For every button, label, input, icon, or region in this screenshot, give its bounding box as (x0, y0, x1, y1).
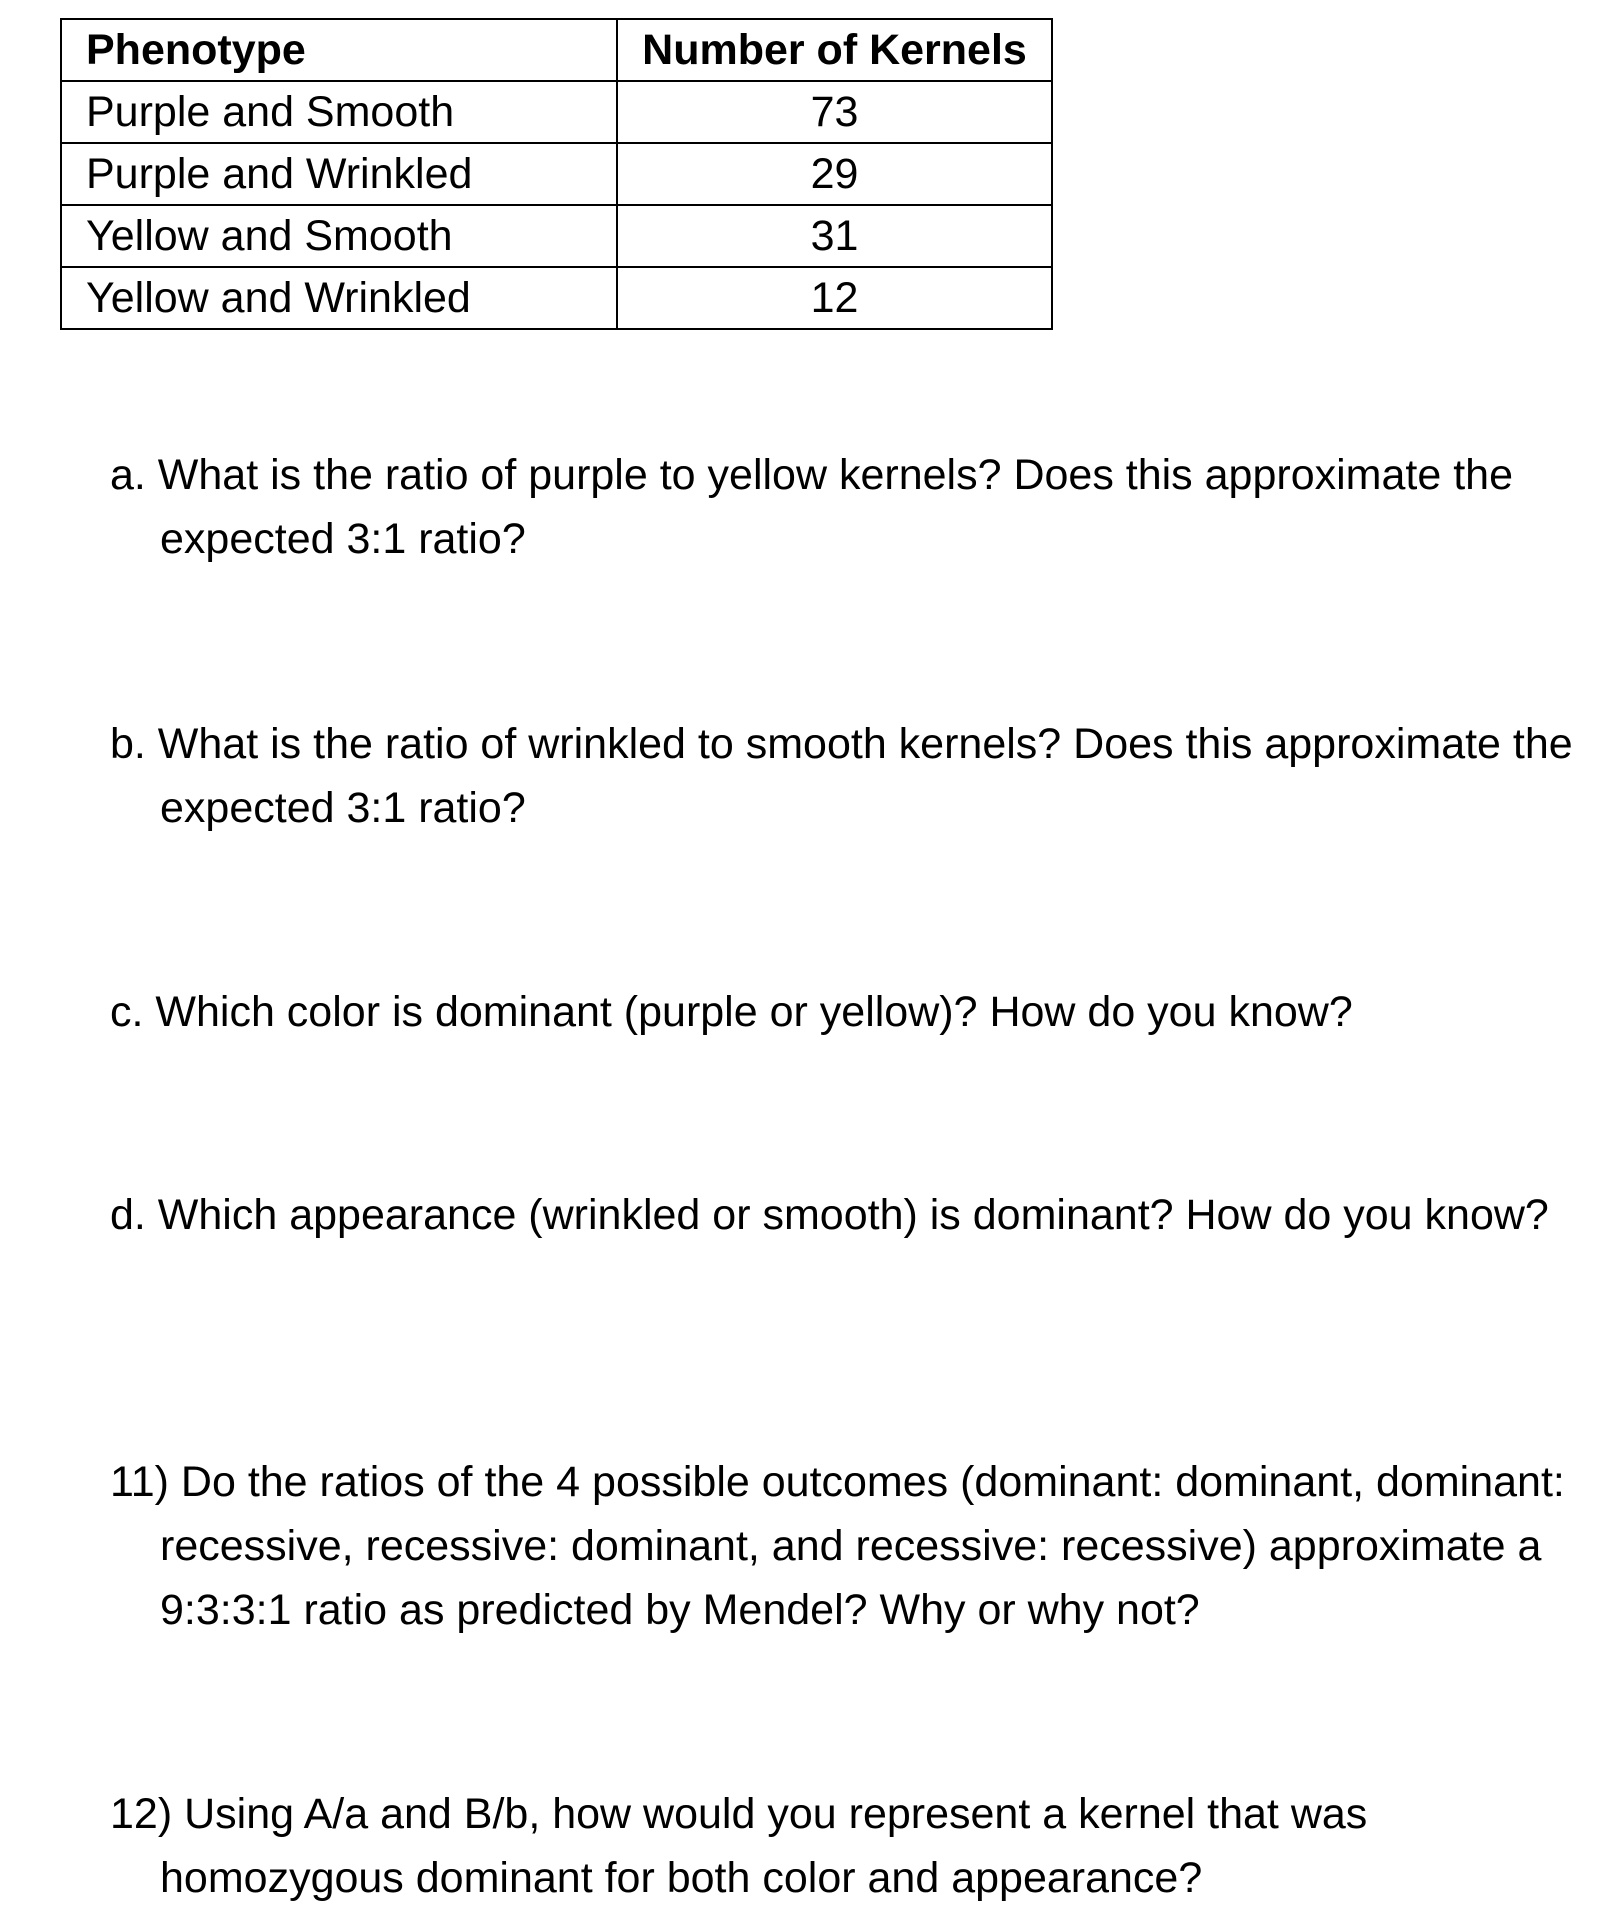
question-c: c. Which color is dominant (purple or yellow)? How do you know? (110, 988, 1353, 1036)
phenotype-cell: Purple and Smooth (61, 81, 617, 143)
count-cell: 29 (617, 143, 1052, 205)
question-d: d. Which appearance (wrinkled or smooth) is dominant? How do you know? (110, 1191, 1549, 1239)
count-column-header: Number of Kernels (617, 19, 1052, 81)
phenotype-table (60, 18, 1053, 330)
count-cell: 12 (617, 267, 1052, 329)
table-row (61, 143, 1052, 205)
phenotype-cell: Yellow and Wrinkled (61, 267, 617, 329)
question-11: 11) Do the ratios of the 4 possible outcomes (dominant: dominant, dominant: recessive, recessive: dominant, and recessive: recessive) approximate a 9:3:3:1 ratio as predicted by Mendel? Why or why not? (110, 1458, 1565, 1634)
phenotype-column-header: Phenotype (61, 19, 617, 81)
question-12: 12) Using A/a and B/b, how would you represent a kernel that was homozygous dominant for both color and appearance? (110, 1790, 1368, 1902)
phenotype-cell: Yellow and Smooth (61, 205, 617, 267)
phenotype-cell: Purple and Wrinkled (61, 143, 617, 205)
table-header-row (61, 19, 1052, 81)
count-cell: 73 (617, 81, 1052, 143)
question-a: a. What is the ratio of purple to yellow kernels? Does this approximate the expected 3:1 ratio? (110, 451, 1513, 563)
table-row (61, 81, 1052, 143)
table-row (61, 205, 1052, 267)
count-cell: 31 (617, 205, 1052, 267)
table-row (61, 267, 1052, 329)
question-b: b. What is the ratio of wrinkled to smooth kernels? Does this approximate the expected 3:1 ratio? (110, 720, 1573, 832)
